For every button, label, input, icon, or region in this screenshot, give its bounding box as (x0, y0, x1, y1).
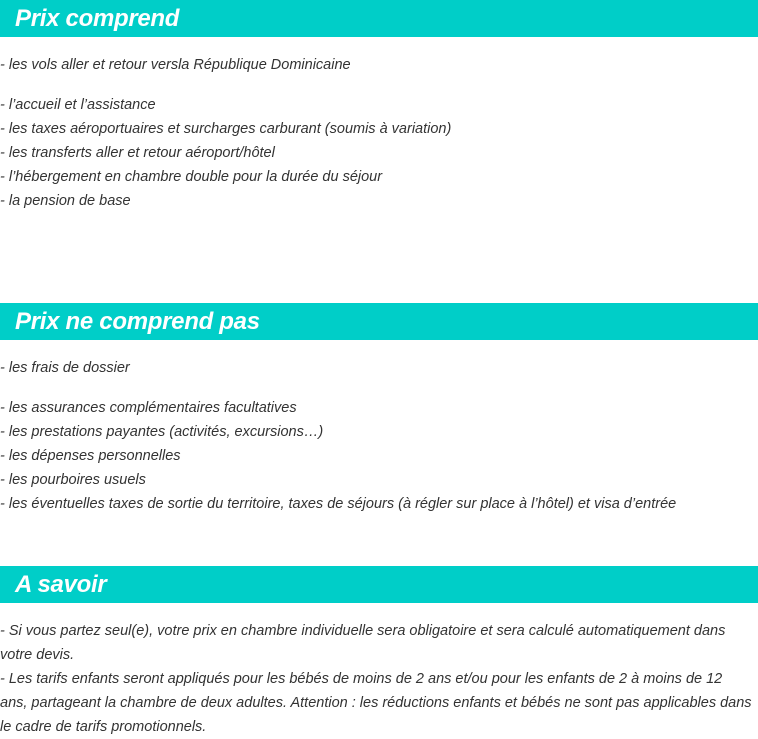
includes-item-board: - la pension de base (0, 193, 131, 209)
info-paragraph-child-rates: - Les tarifs enfants seront appliqués pour les bébés de moins de 2 ans et/ou pour les enfants de 2 à moins de 12 ans, partageant la chambre de deux adultes. Attention : les réductions enfants et bébés ne sont pas applicables dans le cadre de tarifs promotionnels. (0, 671, 752, 735)
includes-item-welcome: - l’accueil et l’assistance (0, 97, 156, 113)
info-paragraph-single-traveller: - Si vous partez seul(e), votre prix en chambre individuelle sera obligatoire et sera calculé automatiquement dans votre devis. (0, 623, 726, 663)
includes-item-taxes: - les taxes aéroportuaires et surcharges carburant (soumis à variation) (0, 121, 452, 137)
excludes-item-paid-services: - les prestations payantes (activités, excursions…) (0, 424, 324, 440)
section-header-includes (0, 0, 758, 37)
includes-item-transfers: - les transferts aller et retour aéroport/hôtel (0, 145, 275, 161)
excludes-item-personal-expenses: - les dépenses personnelles (0, 448, 181, 464)
includes-item-accommodation: - l’hébergement en chambre double pour la durée du séjour (0, 169, 383, 185)
excludes-item-insurance: - les assurances complémentaires facultatives (0, 400, 297, 416)
section-title-includes: Prix comprend (15, 5, 180, 32)
section-title-excludes: Prix ne comprend pas (15, 308, 260, 335)
section-header-excludes (0, 303, 758, 340)
section-title-info: A savoir (15, 571, 107, 598)
includes-item-flights: - les vols aller et retour versla République Dominicaine (0, 57, 351, 73)
excludes-item-exit-taxes: - les éventuelles taxes de sortie du territoire, taxes de séjours (à régler sur place à l’hôtel) et visa d’entrée (0, 496, 677, 512)
section-header-info (0, 566, 758, 603)
excludes-item-tips: - les pourboires usuels (0, 472, 146, 488)
excludes-item-fees: - les frais de dossier (0, 360, 130, 376)
